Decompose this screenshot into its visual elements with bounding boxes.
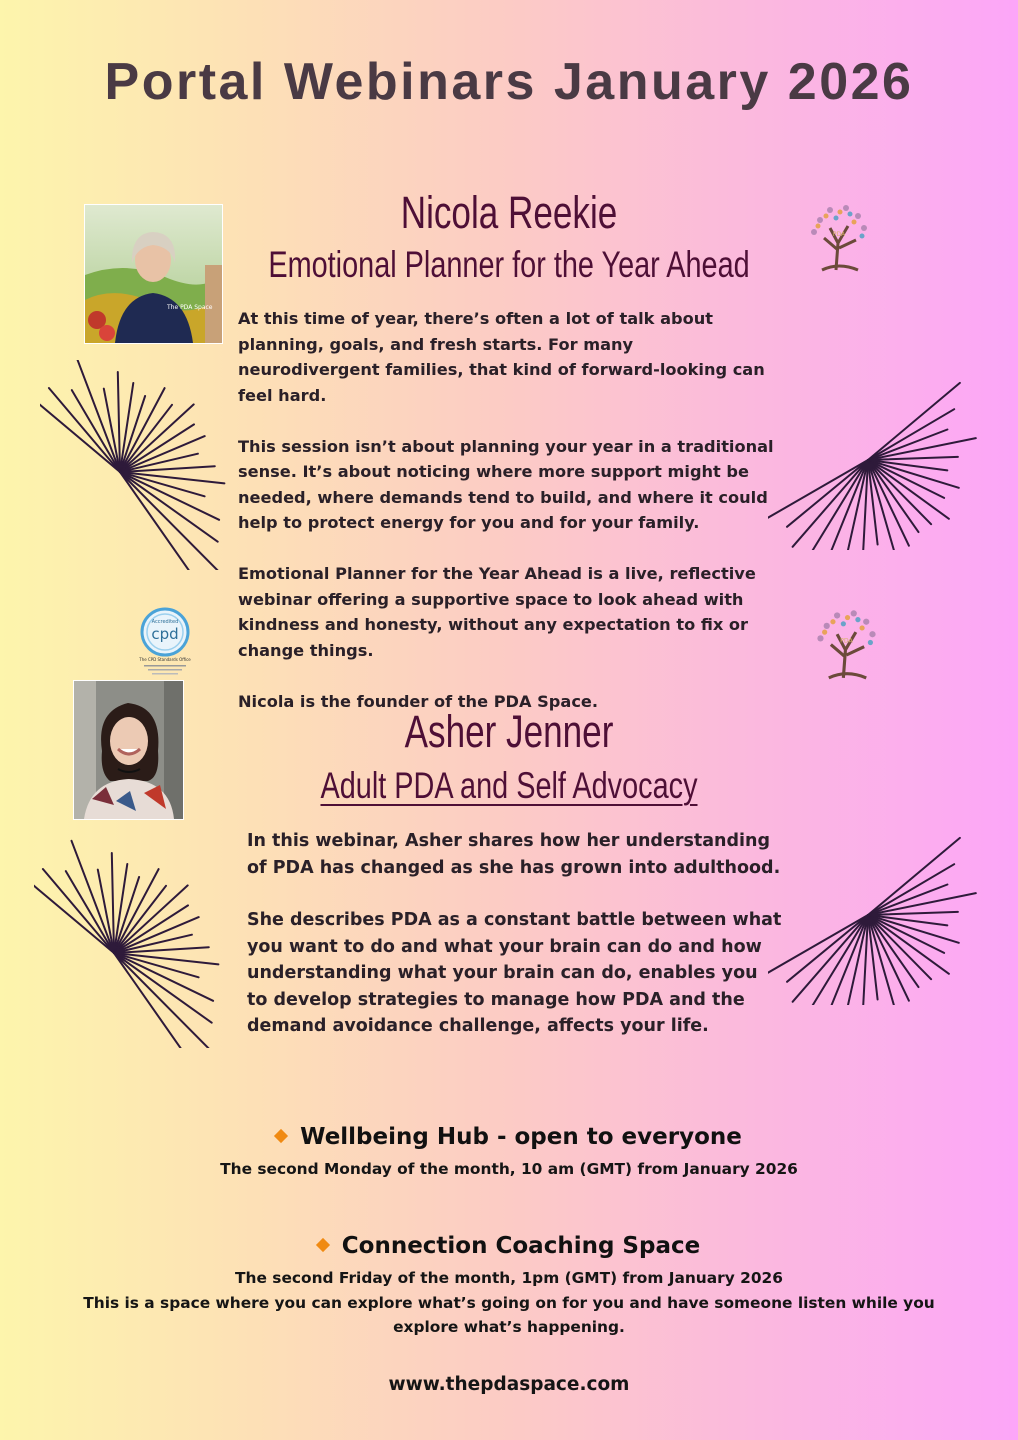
speaker-name-nicola: Nicola Reekie (400, 187, 618, 238)
starburst-ray (768, 915, 868, 978)
starburst-ray (112, 853, 114, 953)
starburst-ray (793, 460, 868, 547)
cpd-badge-caption: The CPD Standards Office (139, 657, 191, 662)
starburst-ray (868, 430, 947, 461)
starburst-icon (34, 838, 229, 1048)
starburst-ray (43, 869, 114, 953)
talk-description-asher (247, 828, 782, 1066)
wellbeing-hub-heading-text: Wellbeing Hub - open to everyone (300, 1124, 742, 1150)
cpd-badge-mark: cpd (151, 625, 179, 643)
starburst-ray (868, 383, 960, 460)
starburst-ray (120, 472, 192, 570)
starburst-icon (768, 360, 978, 550)
paragraph: She describes PDA as a constant battle between what you want to do and what your brain can do and how understanding what your brain can do, enables you to develop strategies to manage how PDA and the demand avoidance challenge, affects your life. (247, 910, 782, 1036)
paragraph: Nicola is the founder of the PDA Space. (238, 691, 599, 711)
coaching-space-heading (0, 1233, 1018, 1259)
starburst-ray (114, 905, 188, 953)
talk-title-asher: Adult PDA and Self Advocacy (320, 765, 698, 806)
paragraph: Emotional Planner for the Year Ahead is a live, reflective webinar offering a supportive space to look ahead with kindness and honesty, without any expectation to fix or change things. (238, 564, 756, 660)
starburst-ray (49, 388, 120, 472)
hoodie-logo-text: The PDA Space (167, 304, 213, 311)
starburst-ray (114, 953, 218, 964)
coaching-space-heading-text: Connection Coaching Space (341, 1233, 701, 1259)
starburst-ray (868, 893, 976, 915)
coaching-space-description-line1: This is a space where you can explore what’s going on for you and have someone listen while you (83, 1294, 935, 1312)
talk-title-nicola: Emotional Planner for the Year Ahead (268, 244, 750, 285)
wellbeing-hub-heading (0, 1124, 1018, 1150)
paragraph: This session isn’t about planning your year in a traditional sense. It’s about noticing where more support might be needed, where demands tend to build, and where it could help to protect energy for you and for your family. (238, 436, 774, 532)
starburst-ray (40, 388, 120, 472)
cpd-badge-icon (132, 606, 198, 678)
starburst-ray (793, 915, 868, 1002)
starburst-ray (768, 460, 868, 523)
starburst-icon (768, 815, 978, 1005)
website-link[interactable]: www.thepdaspace.com (388, 1374, 630, 1395)
tree-logo-icon (808, 603, 886, 681)
tree-logo-text: PDA (840, 637, 853, 645)
starburst-ray (120, 424, 194, 472)
diamond-bullet-icon (316, 1238, 330, 1252)
starburst-ray (120, 472, 224, 483)
coaching-space-detail: The second Friday of the month, 1pm (GMT) from January 2026 (235, 1269, 783, 1287)
diamond-bullet-icon (274, 1129, 288, 1143)
page-title: Portal Webinars January 2026 (104, 53, 914, 111)
starburst-ray (868, 885, 947, 916)
paragraph: At this time of year, there’s often a lot of talk about planning, goals, and fresh starts. For many neurodivergent families, that kind of forward-looking can feel hard. (238, 309, 765, 405)
talk-description-nicola (238, 306, 778, 740)
tree-logo-icon (802, 198, 877, 273)
starburst-ray (114, 953, 212, 1023)
paragraph: In this webinar, Asher shares how her understanding of PDA has changed as she has grown into adulthood. (247, 831, 781, 878)
tree-logo-text: PDA (832, 231, 846, 238)
starburst-ray (868, 864, 954, 915)
wellbeing-hub-detail: The second Monday of the month, 10 am (GMT) from January 2026 (220, 1160, 798, 1178)
starburst-ray (868, 838, 960, 915)
speaker-name-asher: Asher Jenner (404, 706, 614, 757)
cpd-badge-top-text: Accredited (151, 619, 179, 625)
starburst-ray (114, 953, 186, 1048)
starburst-icon (40, 360, 235, 570)
starburst-ray (118, 372, 120, 472)
starburst-ray (868, 409, 954, 460)
starburst-ray (34, 869, 114, 953)
coaching-space-description-line2: explore what’s happening. (393, 1318, 625, 1336)
starburst-ray (120, 472, 218, 542)
starburst-ray (868, 438, 976, 460)
